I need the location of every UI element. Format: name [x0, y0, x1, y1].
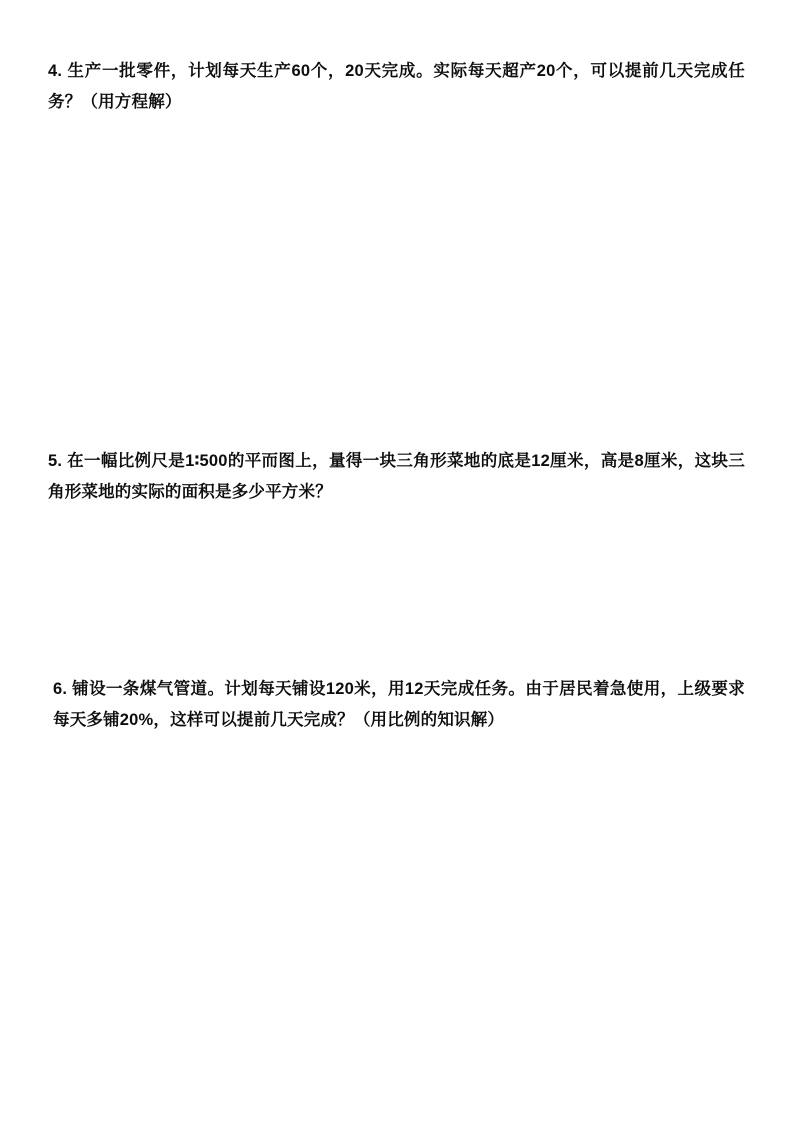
- answer-space-6: [48, 752, 745, 1132]
- problem-list: [48, 56, 745, 1132]
- problem-text-4: 生产一批零件，计划每天生产60个，20天完成。实际每天超产20个，可以提前几天完成任务？（用方程解）: [48, 62, 745, 111]
- problem-item-6: [48, 674, 745, 735]
- problem-item-4: [48, 56, 745, 117]
- answer-space-4: [48, 134, 745, 430]
- problem-number-6: 6.: [53, 680, 68, 699]
- problem-text-6: 铺设一条煤气管道。计划每天铺设120米，用12天完成任务。由于居民着急使用，上级要求每天多铺20%，这样可以提前几天完成？（用比例的知识解）: [53, 680, 745, 729]
- problem-number-4: 4.: [48, 62, 63, 80]
- problem-number-5: 5.: [48, 452, 63, 471]
- problem-item-5: [48, 446, 745, 507]
- answer-space-5: [48, 524, 745, 658]
- problem-text-5: 在一幅比例尺是1∶500的平而图上，量得一块三角形菜地的底是12厘米，高是8厘米，这块三角形菜地的实际的面积是多少平方米？: [48, 452, 745, 501]
